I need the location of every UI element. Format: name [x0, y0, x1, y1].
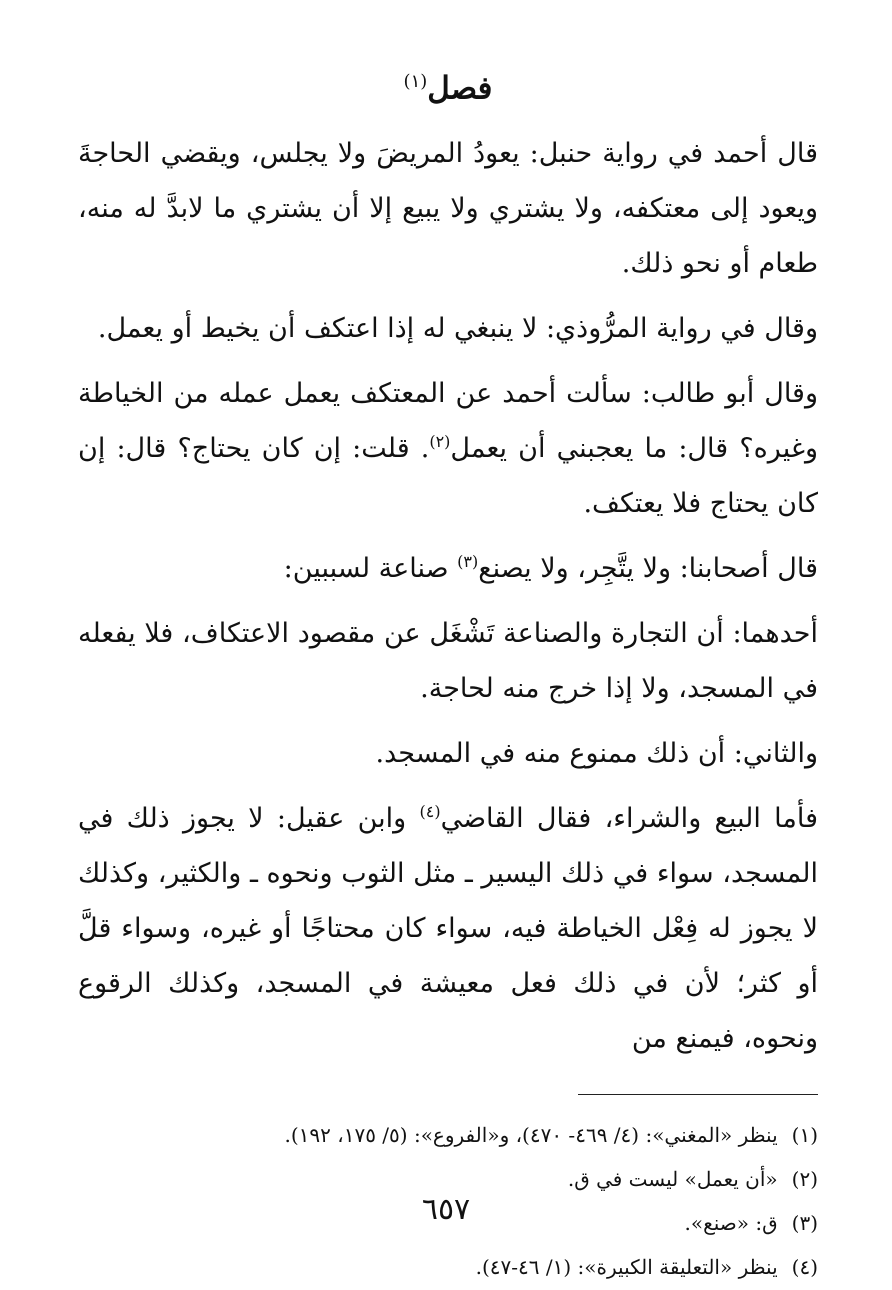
- paragraph-7-part-b: وابن عقيل: لا يجوز ذلك في المسجد، سواء في ذلك اليسير ـ مثل الثوب ونحوه ـ والكثير، وكذلك لا يجوز له فِعْل الخياطة فيه، سواء كان محتاجًا أو غيره، وسواء قلَّ أو كثر؛ لأن في ذلك فعل معيشة في المسجد، وكذلك الرقوع ونحوه، فيمنع من: [78, 803, 818, 1055]
- footnote-number: (٣): [791, 1211, 818, 1236]
- footnote-number: (١): [791, 1123, 818, 1148]
- footnote-text: ق: «صنع».: [684, 1211, 778, 1236]
- paragraph-6: والثاني: أن ذلك ممنوع منه في المسجد.: [375, 738, 818, 770]
- section-title: فصل: [427, 70, 493, 107]
- paragraph-2: وقال في رواية المرُّوذي: لا ينبغي له إذا اعتكف أن يخيط أو يعمل.: [97, 313, 818, 345]
- paragraph-4-part-b: صناعة لسببين:: [283, 553, 458, 585]
- paragraph-3-part-a: وقال أبو طالب: سألت أحمد عن المعتكف يعمل عمله من الخياطة وغيره؟ قال: ما يعجبني أن يعمل: [78, 378, 818, 465]
- footnote-4: [78, 1245, 818, 1289]
- page-number: ٦٥٧: [421, 1192, 471, 1227]
- footnote-text: ينظر «المغني»: (٤/ ٤٦٩- ٤٧٠)، و«الفروع»: (٥/ ١٧٥، ١٩٢).: [284, 1123, 778, 1148]
- footnote-ref-1: (١): [403, 71, 428, 92]
- footnote-1: [78, 1113, 818, 1157]
- paragraph-7-part-a: فأما البيع والشراء، فقال القاضي: [440, 803, 818, 835]
- paragraph-5: أحدهما: أن التجارة والصناعة تَشْغَل عن مقصود الاعتكاف، فلا يفعله في المسجد، ولا إذا خرج منه لحاجة.: [78, 618, 818, 705]
- paragraph-7: [78, 791, 818, 1066]
- paragraph-4-part-a: قال أصحابنا: ولا يتَّجِر، ولا يصنع: [478, 553, 818, 585]
- paragraph-1: قال أحمد في رواية حنبل: يعودُ المريضَ ولا يجلس، ويقضي الحاجةَ ويعود إلى معتكفه، ولا يشتري ولا يبيع إلا أن يشتري ما لابدَّ له منه، طعام أو نحو ذلك.: [78, 138, 818, 280]
- paragraph-3: [78, 366, 818, 531]
- footnote-ref-4: (٤): [419, 802, 441, 822]
- footnote-text: ينظر «التعليقة الكبيرة»: (١/ ٤٦-٤٧).: [475, 1255, 778, 1280]
- book-page: [78, 60, 818, 1280]
- paragraph-4: [78, 541, 818, 596]
- section-heading: [78, 60, 818, 110]
- footnote-number: (٤): [791, 1255, 818, 1280]
- paragraph-3-part-b: . قلت: إن كان يحتاج؟ قال: إن كان يحتاج فلا يعتكف.: [78, 433, 818, 520]
- footnote-ref-3: (٣): [457, 552, 479, 572]
- footnote-ref-2: (٢): [429, 432, 451, 452]
- footnote-number: (٢): [791, 1167, 818, 1192]
- footnote-text: «أن يعمل» ليست في ق.: [567, 1167, 778, 1192]
- footnote-divider: [578, 1094, 818, 1095]
